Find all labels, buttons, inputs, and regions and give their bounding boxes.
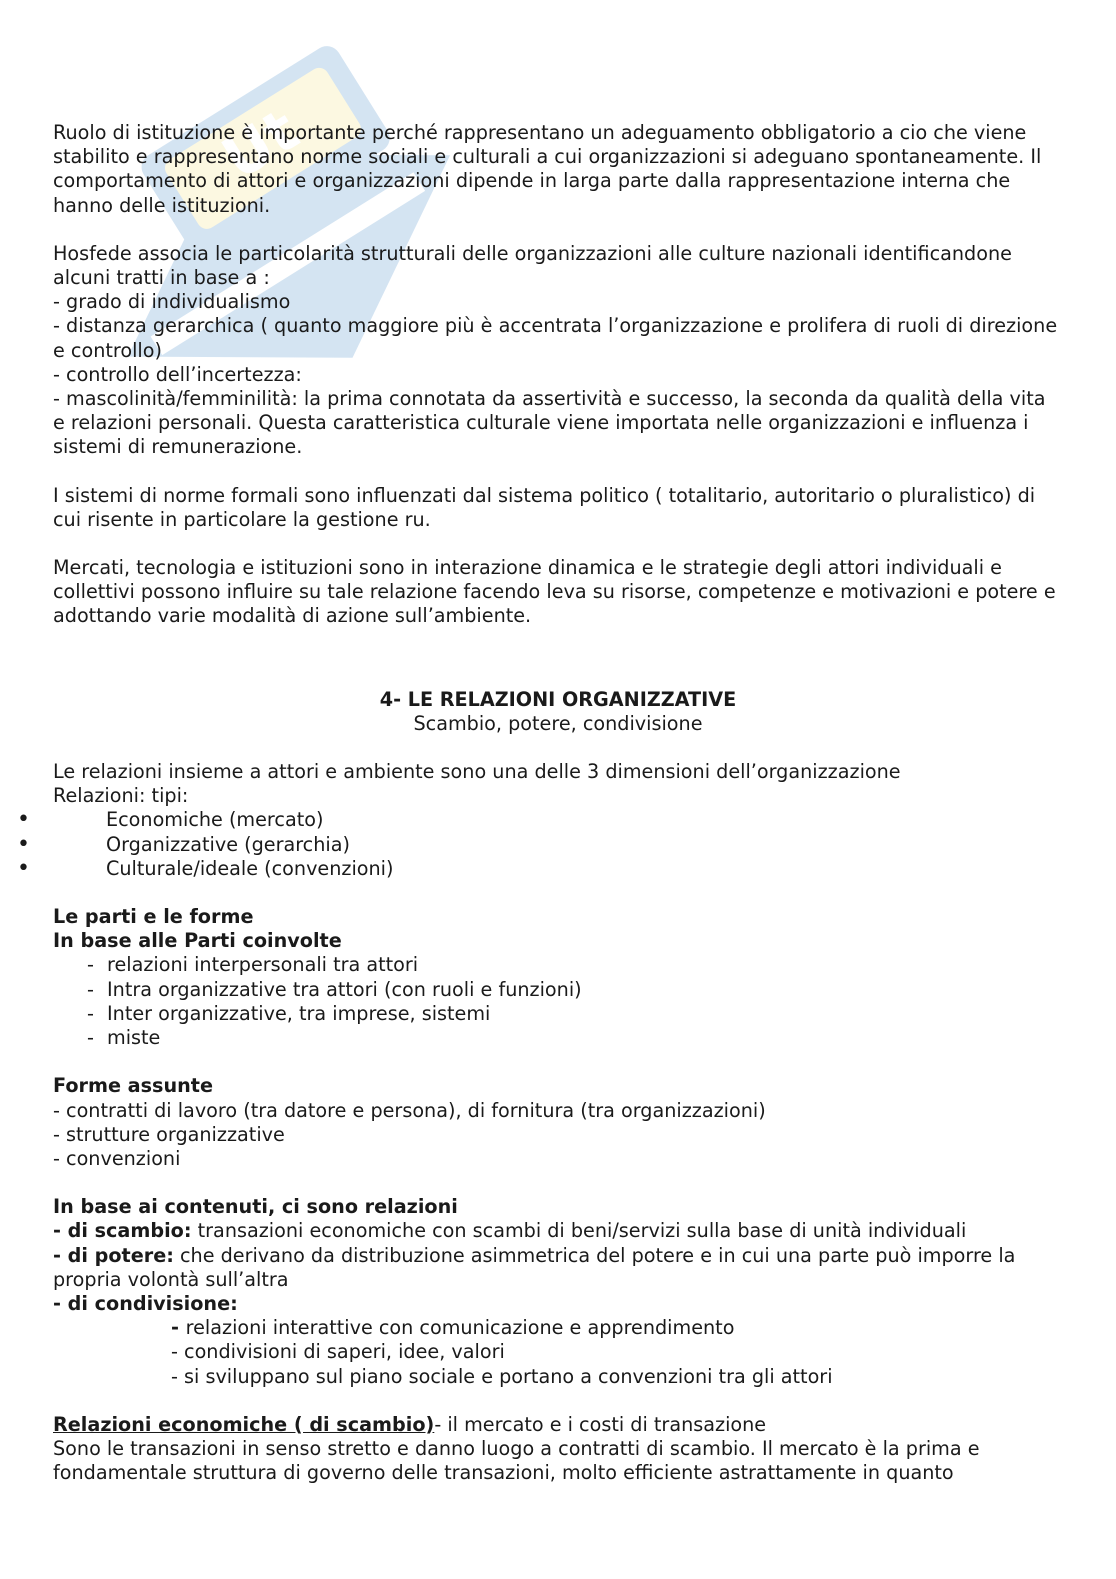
bullet-icon: • xyxy=(17,831,30,857)
chapter-title: 4- LE RELAZIONI ORGANIZZATIVE xyxy=(379,687,737,711)
list-item: - relazioni interattive con comunicazione e apprendimento xyxy=(171,1316,735,1340)
paragraph-institutions: Ruolo di istituzione è importante perché rappresentano un adeguamento obbligatorio a cio che viene stabilito e rappresentano norme sociali e culturali a cui organizzazioni si adeguano spontaneamente. Il comportamento di attori e organizzazioni dipende in larga parte dalla rappresentazione interna che hanno delle istituzioni. xyxy=(53,121,1042,217)
list-item: - miste xyxy=(87,1026,161,1050)
list-item: • Economiche (mercato) xyxy=(17,807,324,833)
relations-intro: Le relazioni insieme a attori e ambiente sono una delle 3 dimensioni dell’organizzazione xyxy=(53,760,901,784)
bullet-icon: • xyxy=(17,807,30,833)
definition-sharing: - di condivisione: xyxy=(53,1291,238,1315)
list-item: - Intra organizzative tra attori (con ruoli e funzioni) xyxy=(87,977,582,1001)
section-heading: Le parti e le forme xyxy=(53,905,254,929)
list-item: - strutture organizzative xyxy=(53,1122,285,1146)
svg-text:Ut: Ut xyxy=(210,95,311,193)
definition-exchange: - di scambio: transazioni economiche con scambi di beni/servizi sulla base di unità individuali xyxy=(53,1219,967,1243)
bullet-icon: • xyxy=(17,855,30,881)
paragraph-markets: Mercati, tecnologia e istituzioni sono in interazione dinamica e le strategie degli attori individuali e collettivi possono influire su tale relazione facendo leva su risorse, competenze e motivazioni e potere e adottando varie modalità di azione sull’ambiente. xyxy=(53,556,1056,628)
hofstede-item: - controllo dell’incertezza: xyxy=(53,362,302,386)
economic-heading: Relazioni economiche ( di scambio)- il mercato e i costi di transazione xyxy=(53,1412,767,1436)
list-item: • Organizzative (gerarchia) xyxy=(17,831,350,857)
paragraph-hofstede-intro: Hosfede associa le particolarità strutturali delle organizzazioni alle culture nazionali identificandone alcuni tratti in base a : xyxy=(53,241,1012,290)
definition-power: - di potere: che derivano da distribuzione asimmetrica del potere e in cui una parte può imporre la propria volontà sull’altra xyxy=(53,1243,1016,1291)
section-heading: In base ai contenuti, ci sono relazioni xyxy=(53,1195,458,1219)
hofstede-item: - distanza gerarchica ( quanto maggiore più è accentrata l’organizzazione e prolifera di ruoli di direzione e controllo) xyxy=(53,314,1058,362)
list-item: - condivisioni di saperi, idee, valori xyxy=(171,1340,505,1364)
document-page xyxy=(17,121,1063,1485)
list-item: • Culturale/ideale (convenzioni) xyxy=(17,855,394,881)
paragraph-formal-norms: I sistemi di norme formali sono influenzati dal sistema politico ( totalitario, autoritario o pluralistico) di cui risente in particolare la gestione ru. xyxy=(53,483,1036,531)
hofstede-item: - mascolinità/femminilità: la prima connotata da assertività e successo, la seconda da qualità della vita e relazioni personali. Questa caratteristica culturale viene importata nelle organizzazioni e influenza i sistemi di remunerazione. xyxy=(53,387,1046,459)
section-subheading: In base alle Parti coinvolte xyxy=(53,929,342,953)
relations-types-label: Relazioni: tipi: xyxy=(53,784,189,808)
hofstede-item: - grado di individualismo xyxy=(53,290,291,314)
list-item: - Inter organizzative, tra imprese, sistemi xyxy=(87,1001,491,1025)
paragraph-economic: Sono le transazioni in senso stretto e danno luogo a contratti di scambio. Il mercato è la prima e fondamentale struttura di governo delle transazioni, molto efficiente astrattamente in quanto xyxy=(53,1436,980,1485)
list-item: - si sviluppano sul piano sociale e portano a convenzioni tra gli attori xyxy=(171,1364,833,1388)
chapter-subtitle: Scambio, potere, condivisione xyxy=(413,711,703,735)
list-item: - relazioni interpersonali tra attori xyxy=(87,953,419,977)
list-item: - contratti di lavoro (tra datore e persona), di fornitura (tra organizzazioni) xyxy=(53,1098,766,1122)
section-heading: Forme assunte xyxy=(53,1074,213,1098)
list-item: - convenzioni xyxy=(53,1146,181,1170)
